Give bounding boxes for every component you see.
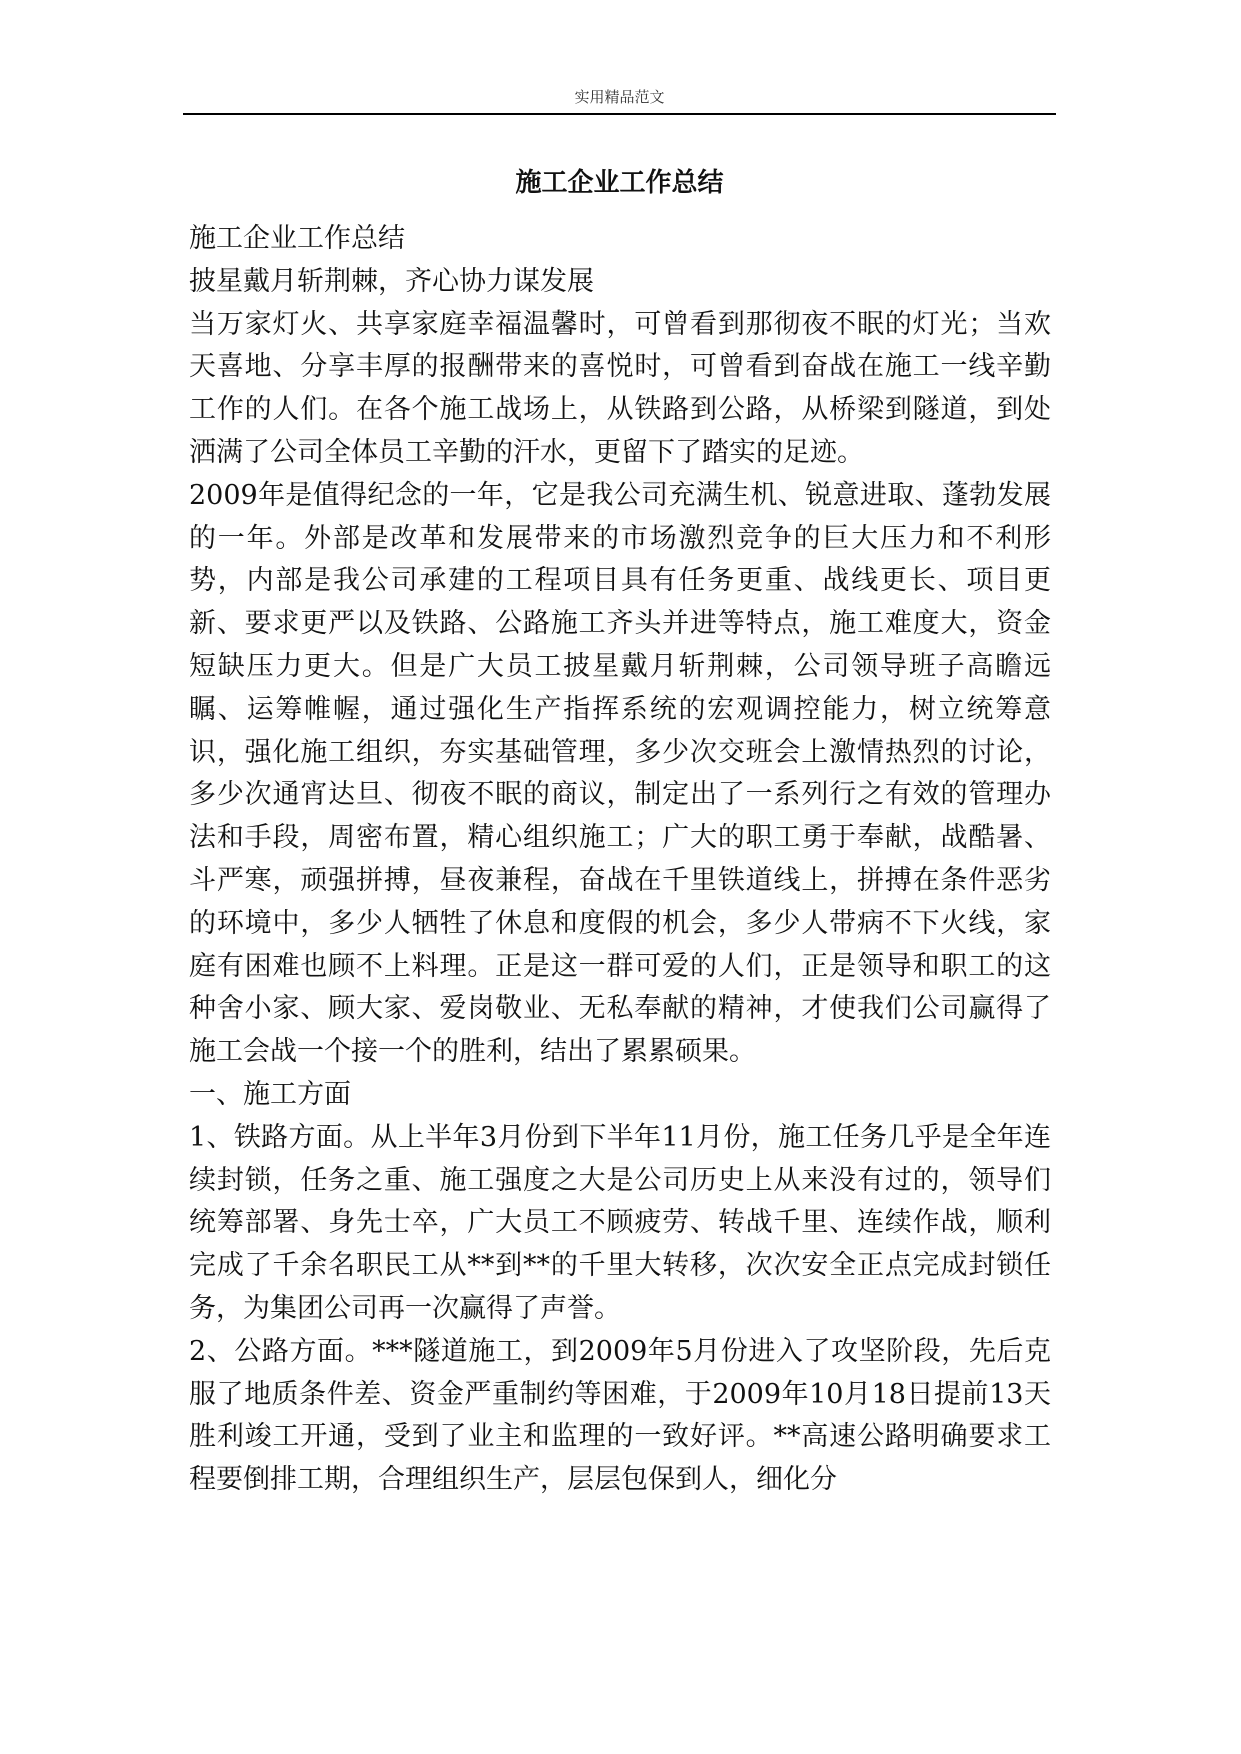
- highway-paragraph: 2、公路方面。***隧道施工，到2009年5月份进入了攻坚阶段，先后克服了地质条件差、资金严重制约等困难，于2009年10月18日提前13天胜利竣工开通，受到了业主和监理的一致好评。**高速公路明确要求工程要倒排工期，合理组织生产，层层包保到人，细化分: [189, 1335, 1051, 1496]
- subtitle-paragraph: 施工企业工作总结: [189, 223, 405, 254]
- section-heading: 一、施工方面: [189, 1078, 351, 1110]
- slogan-paragraph: 披星戴月斩荆棘，齐心协力谋发展: [189, 265, 594, 297]
- page-header: 实用精品范文: [574, 88, 665, 106]
- document-title: 施工企业工作总结: [515, 168, 724, 198]
- header-divider: [183, 113, 1056, 115]
- railway-paragraph: 1、铁路方面。从上半年3月份到下半年11月份，施工任务几乎是全年连续封锁，任务之重、施工强度之大是公司历史上从来没有过的，领导们统筹部署、身先士卒，广大员工不顾疲劳、转战千里、连续作战，顺利完成了千余名职民工从**到**的千里大转移，次次安全正点完成封锁任务，为集团公司再一次赢得了声誉。: [189, 1121, 1051, 1324]
- document-body: [189, 218, 1051, 1502]
- year-summary-paragraph: 2009年是值得纪念的一年，它是我公司充满生机、锐意进取、蓬勃发展的一年。外部是改革和发展带来的市场激烈竞争的巨大压力和不利形势，内部是我公司承建的工程项目具有任务更重、战线更长、项目更新、要求更严以及铁路、公路施工齐头并进等特点，施工难度大，资金短缺压力更大。但是广大员工披星戴月斩荆棘，公司领导班子高瞻远瞩、运筹帷幄，通过强化生产指挥系统的宏观调控能力，树立统筹意识，强化施工组织，夯实基础管理，多少次交班会上激情热烈的讨论，多少次通宵达旦、彻夜不眠的商议，制定出了一系列行之有效的管理办法和手段，周密布置，精心组织施工；广大的职工勇于奉献，战酷暑、斗严寒，顽强拼搏，昼夜兼程，奋战在千里铁道线上，拼搏在条件恶劣的环境中，多少人牺牲了休息和度假的机会，多少人带病不下火线，家庭有困难也顾不上料理。正是这一群可爱的人们，正是领导和职工的这种舍小家、顾大家、爱岗敬业、无私奉献的精神，才使我们公司赢得了施工会战一个接一个的胜利，结出了累累硕果。: [189, 479, 1051, 1068]
- intro-paragraph: 当万家灯火、共享家庭幸福温馨时，可曾看到那彻夜不眠的灯光；当欢天喜地、分享丰厚的报酬带来的喜悦时，可曾看到奋战在施工一线辛勤工作的人们。在各个施工战场上，从铁路到公路，从桥梁到隧道，到处洒满了公司全体员工辛勤的汗水，更留下了踏实的足迹。: [189, 308, 1051, 468]
